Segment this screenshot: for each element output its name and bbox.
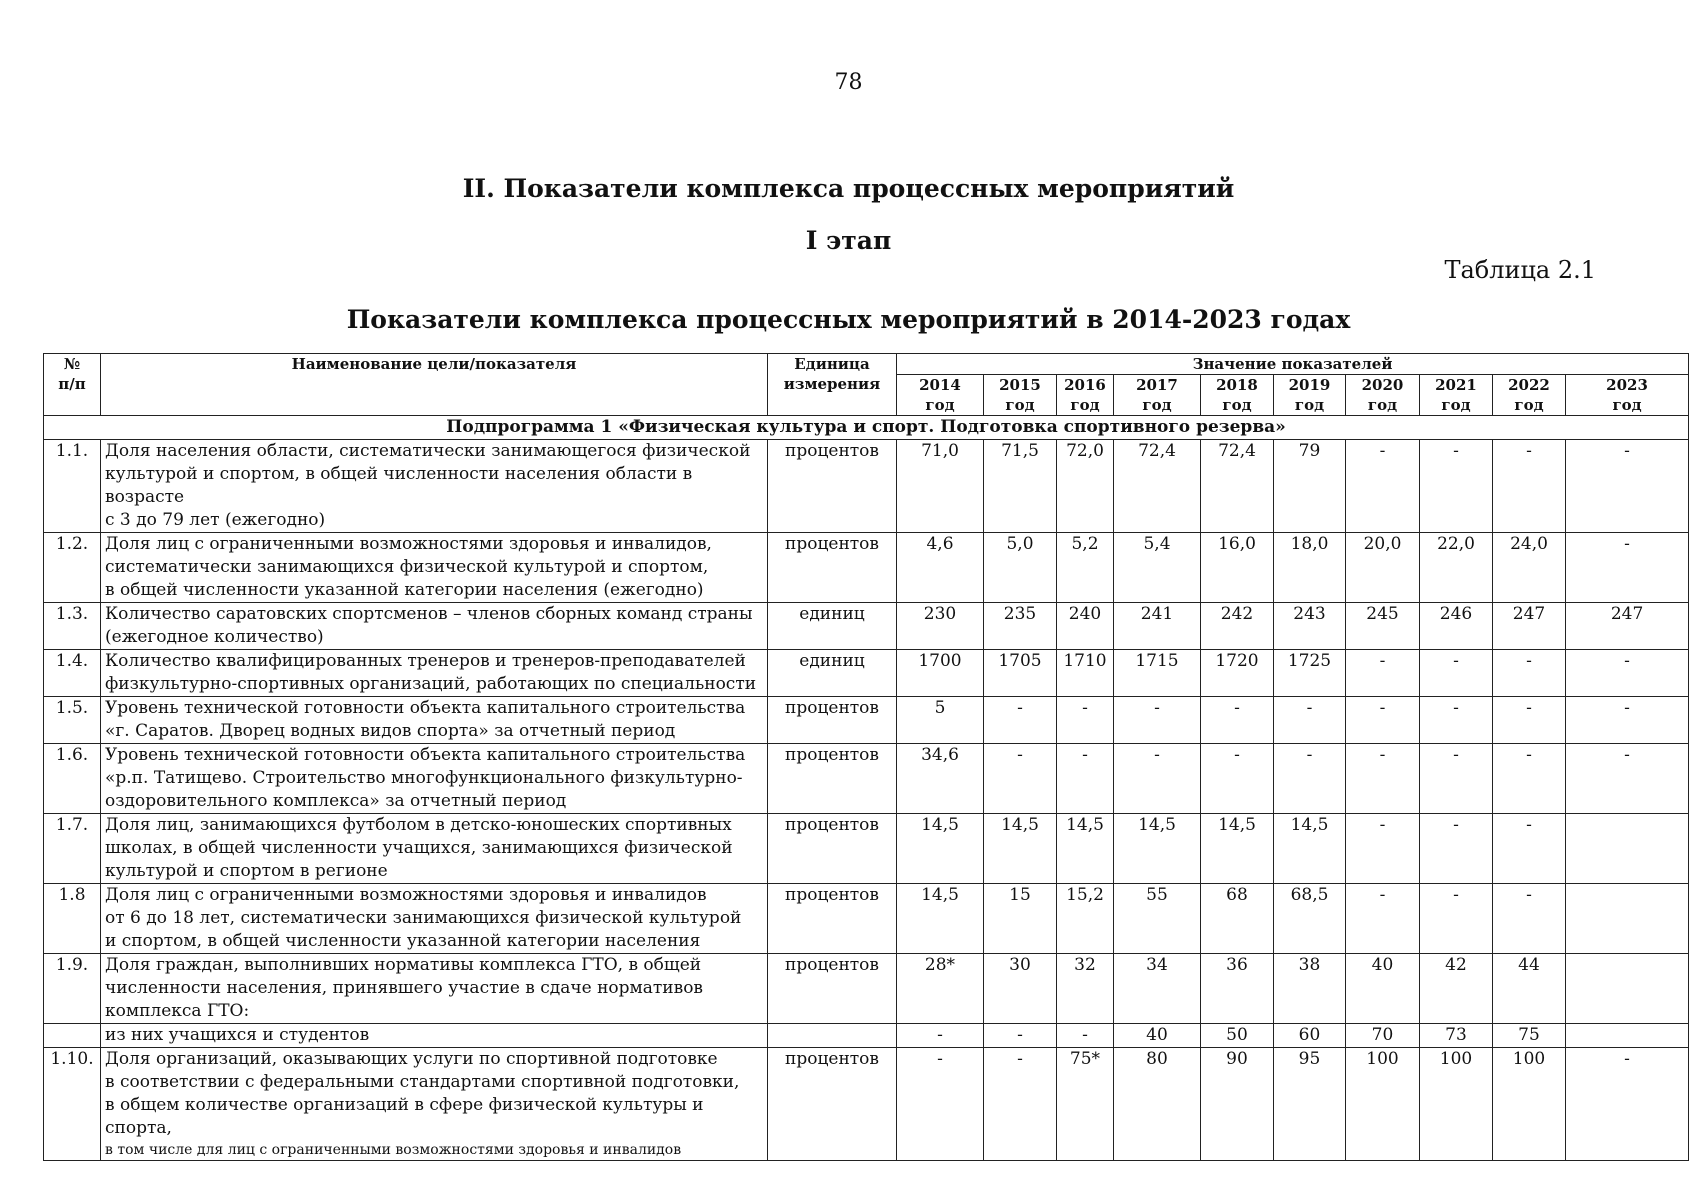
indicator-name-line: оздоровительного комплекса» за отчетный период	[105, 791, 567, 811]
table-row	[44, 603, 1689, 650]
table-row	[44, 440, 1689, 533]
header-year-suffix: год	[1005, 396, 1035, 414]
unit-of-measure: процентов	[768, 697, 897, 744]
header-num-line2: п/п	[58, 375, 86, 393]
indicator-name-line: Доля лиц с ограниченными возможностями здоровья и инвалидов,	[105, 534, 712, 554]
value-cell-2019: 14,5	[1274, 814, 1346, 884]
value-cell-2023	[1566, 1024, 1689, 1048]
indicator-name-line: «г. Саратов. Дворец водных видов спорта» за отчетный период	[105, 721, 676, 741]
value-cell-2020: 70	[1346, 1024, 1420, 1048]
value-cell-2017: 241	[1114, 603, 1201, 650]
header-year-suffix: год	[1441, 396, 1471, 414]
row-number: 1.8	[44, 884, 101, 954]
value-cell-2017: 40	[1114, 1024, 1201, 1048]
value-cell-2020: -	[1346, 697, 1420, 744]
value-cell-2023: -	[1566, 1048, 1689, 1161]
value-cell-2014: 5	[897, 697, 984, 744]
value-cell-2021: 246	[1420, 603, 1493, 650]
indicator-name-line: школах, в общей численности учащихся, занимающихся физической	[105, 838, 733, 858]
value-cell-2022: -	[1493, 650, 1566, 697]
value-cell-2017: 1715	[1114, 650, 1201, 697]
row-number: 1.2.	[44, 533, 101, 603]
row-number: 1.5.	[44, 697, 101, 744]
indicator-name-line: в общем количестве организаций в сфере физической культуры и спорта,	[105, 1095, 704, 1138]
value-cell-2017: -	[1114, 744, 1201, 814]
table-row	[44, 954, 1689, 1024]
value-cell-2015: 1705	[984, 650, 1057, 697]
header-year-number: 2016	[1064, 376, 1106, 394]
table-title: Показатели комплекса процессных мероприятий в 2014-2023 годах	[346, 305, 1351, 334]
value-cell-2022: 44	[1493, 954, 1566, 1024]
value-cell-2018: 68	[1201, 884, 1274, 954]
value-cell-2015: 15	[984, 884, 1057, 954]
value-cell-2018: 16,0	[1201, 533, 1274, 603]
indicator-name	[101, 1048, 768, 1161]
header-num-line1: №	[63, 355, 81, 373]
header-year-number: 2020	[1361, 376, 1404, 394]
value-cell-2018: -	[1201, 697, 1274, 744]
header-year-suffix: год	[1514, 396, 1544, 414]
header-year-suffix: год	[1612, 396, 1642, 414]
indicator-name	[101, 650, 768, 697]
indicator-name-line: комплекса ГТО:	[105, 1001, 250, 1021]
indicator-name	[101, 954, 768, 1024]
unit-of-measure	[768, 1024, 897, 1048]
value-cell-2021: 42	[1420, 954, 1493, 1024]
value-cell-2016: 32	[1057, 954, 1114, 1024]
header-unit	[768, 354, 897, 416]
value-cell-2021: -	[1420, 440, 1493, 533]
value-cell-2015: 235	[984, 603, 1057, 650]
value-cell-2014: 1700	[897, 650, 984, 697]
value-cell-2014: -	[897, 1048, 984, 1161]
indicator-name-line: Количество квалифицированных тренеров и тренеров-преподавателей	[105, 651, 746, 671]
value-cell-2023: -	[1566, 440, 1689, 533]
value-cell-2016: -	[1057, 1024, 1114, 1048]
indicator-name	[101, 440, 768, 533]
value-cell-2017: 14,5	[1114, 814, 1201, 884]
value-cell-2018: 14,5	[1201, 814, 1274, 884]
indicator-name-line: Уровень технической готовности объекта капитального строительства	[105, 698, 746, 718]
header-year-2014	[897, 375, 984, 416]
header-year-suffix: год	[1142, 396, 1172, 414]
value-cell-2023: -	[1566, 744, 1689, 814]
value-cell-2016: 1710	[1057, 650, 1114, 697]
value-cell-2015: 30	[984, 954, 1057, 1024]
value-cell-2020: -	[1346, 440, 1420, 533]
indicator-name-line: из них учащихся и студентов	[105, 1025, 370, 1045]
table-row	[44, 744, 1689, 814]
value-cell-2023: -	[1566, 697, 1689, 744]
unit-of-measure: единиц	[768, 603, 897, 650]
indicator-name-line: в соответствии с федеральными стандартами спортивной подготовки,	[105, 1072, 740, 1092]
header-name: Наименование цели/показателя	[101, 354, 768, 416]
indicator-name-line: с 3 до 79 лет (ежегодно)	[105, 510, 326, 530]
indicator-name-line: (ежегодное количество)	[105, 627, 324, 647]
value-cell-2017: 5,4	[1114, 533, 1201, 603]
table-row	[44, 884, 1689, 954]
header-year-2015	[984, 375, 1057, 416]
table-row	[44, 533, 1689, 603]
header-year-number: 2019	[1288, 376, 1331, 394]
header-year-number: 2021	[1435, 376, 1477, 394]
unit-of-measure: процентов	[768, 884, 897, 954]
value-cell-2016: -	[1057, 744, 1114, 814]
value-cell-2021: 22,0	[1420, 533, 1493, 603]
header-year-number: 2018	[1216, 376, 1258, 394]
unit-of-measure: процентов	[768, 954, 897, 1024]
value-cell-2017: 80	[1114, 1048, 1201, 1161]
header-values-group: Значение показателей	[897, 354, 1689, 375]
indicator-name-line: от 6 до 18 лет, систематически занимающихся физической культурой	[105, 908, 742, 928]
value-cell-2018: 72,4	[1201, 440, 1274, 533]
subprogram-row	[44, 416, 1689, 440]
value-cell-2020: 245	[1346, 603, 1420, 650]
value-cell-2023	[1566, 884, 1689, 954]
value-cell-2022: 75	[1493, 1024, 1566, 1048]
value-cell-2021: -	[1420, 744, 1493, 814]
value-cell-2015: -	[984, 744, 1057, 814]
value-cell-2020: -	[1346, 744, 1420, 814]
value-cell-2018: -	[1201, 744, 1274, 814]
subprogram-title: Подпрограмма 1 «Физическая культура и спорт. Подготовка спортивного резерва»	[44, 416, 1689, 440]
value-cell-2023	[1566, 814, 1689, 884]
row-number: 1.9.	[44, 954, 101, 1024]
stage-heading: I этап	[805, 226, 892, 255]
header-year-suffix: год	[925, 396, 955, 414]
header-row-top	[44, 354, 1689, 375]
indicator-name-line: Доля организаций, оказывающих услуги по спортивной подготовке	[105, 1049, 718, 1069]
indicator-name-line: Доля лиц с ограниченными возможностями здоровья и инвалидов	[105, 885, 707, 905]
value-cell-2022: -	[1493, 744, 1566, 814]
value-cell-2022: 100	[1493, 1048, 1566, 1161]
indicator-name	[101, 1024, 768, 1048]
value-cell-2014: 28*	[897, 954, 984, 1024]
value-cell-2016: 75*	[1057, 1048, 1114, 1161]
indicator-name-line: Уровень технической готовности объекта капитального строительства	[105, 745, 746, 765]
indicator-name	[101, 603, 768, 650]
header-year-2016	[1057, 375, 1114, 416]
indicator-name-line: Доля лиц, занимающихся футболом в детско-юношеских спортивных	[105, 815, 732, 835]
value-cell-2014: 71,0	[897, 440, 984, 533]
unit-of-measure: процентов	[768, 744, 897, 814]
header-year-number: 2017	[1136, 376, 1178, 394]
unit-of-measure: процентов	[768, 1048, 897, 1161]
indicator-name	[101, 884, 768, 954]
indicator-name-line: культурой и спортом в регионе	[105, 861, 388, 881]
value-cell-2018: 90	[1201, 1048, 1274, 1161]
value-cell-2017: -	[1114, 697, 1201, 744]
value-cell-2014: 14,5	[897, 884, 984, 954]
indicator-name-line: и спортом, в общей численности указанной категории населения	[105, 931, 701, 951]
indicator-name	[101, 744, 768, 814]
table-row	[44, 1024, 1689, 1048]
header-year-number: 2022	[1508, 376, 1550, 394]
value-cell-2020: 100	[1346, 1048, 1420, 1161]
value-cell-2019: 79	[1274, 440, 1346, 533]
unit-of-measure: процентов	[768, 533, 897, 603]
value-cell-2019: -	[1274, 744, 1346, 814]
value-cell-2018: 50	[1201, 1024, 1274, 1048]
value-cell-2019: 18,0	[1274, 533, 1346, 603]
value-cell-2016: 5,2	[1057, 533, 1114, 603]
value-cell-2014: 230	[897, 603, 984, 650]
page-number: 78	[834, 70, 863, 95]
value-cell-2015: 5,0	[984, 533, 1057, 603]
value-cell-2023	[1566, 954, 1689, 1024]
value-cell-2019: -	[1274, 697, 1346, 744]
header-num	[44, 354, 101, 416]
table-header	[44, 354, 1689, 416]
value-cell-2015: -	[984, 697, 1057, 744]
value-cell-2020: -	[1346, 650, 1420, 697]
value-cell-2019: 60	[1274, 1024, 1346, 1048]
table-row	[44, 1048, 1689, 1161]
value-cell-2021: -	[1420, 884, 1493, 954]
section-heading: II. Показатели комплекса процессных мероприятий	[462, 174, 1235, 203]
value-cell-2018: 1720	[1201, 650, 1274, 697]
value-cell-2022: -	[1493, 884, 1566, 954]
value-cell-2018: 242	[1201, 603, 1274, 650]
value-cell-2019: 38	[1274, 954, 1346, 1024]
value-cell-2016: -	[1057, 697, 1114, 744]
indicator-name-line: «р.п. Татищево. Строительство многофункционального физкультурно-	[105, 768, 743, 788]
value-cell-2022: -	[1493, 814, 1566, 884]
indicator-name	[101, 697, 768, 744]
header-year-2023	[1566, 375, 1689, 416]
header-year-2019	[1274, 375, 1346, 416]
value-cell-2023: -	[1566, 650, 1689, 697]
value-cell-2019: 243	[1274, 603, 1346, 650]
row-number: 1.10.	[44, 1048, 101, 1161]
value-cell-2020: -	[1346, 814, 1420, 884]
value-cell-2022: -	[1493, 697, 1566, 744]
header-year-number: 2015	[999, 376, 1041, 394]
value-cell-2014: -	[897, 1024, 984, 1048]
indicator-name	[101, 533, 768, 603]
value-cell-2021: -	[1420, 650, 1493, 697]
value-cell-2018: 36	[1201, 954, 1274, 1024]
table-label: Таблица 2.1	[1444, 256, 1596, 284]
value-cell-2020: -	[1346, 884, 1420, 954]
value-cell-2021: 100	[1420, 1048, 1493, 1161]
value-cell-2016: 72,0	[1057, 440, 1114, 533]
indicator-name	[101, 814, 768, 884]
value-cell-2020: 40	[1346, 954, 1420, 1024]
value-cell-2019: 95	[1274, 1048, 1346, 1161]
value-cell-2017: 34	[1114, 954, 1201, 1024]
value-cell-2017: 72,4	[1114, 440, 1201, 533]
indicator-name-line: Количество саратовских спортсменов – членов сборных команд страны	[105, 604, 753, 624]
value-cell-2022: 24,0	[1493, 533, 1566, 603]
row-number: 1.3.	[44, 603, 101, 650]
value-cell-2021: -	[1420, 814, 1493, 884]
value-cell-2014: 4,6	[897, 533, 984, 603]
header-year-2020	[1346, 375, 1420, 416]
header-year-number: 2023	[1606, 376, 1648, 394]
value-cell-2017: 55	[1114, 884, 1201, 954]
value-cell-2016: 15,2	[1057, 884, 1114, 954]
indicator-name-line: численности населения, принявшего участие в сдаче нормативов	[105, 978, 704, 998]
value-cell-2016: 14,5	[1057, 814, 1114, 884]
indicator-name-line: в том числе для лиц с ограниченными возможностями здоровья и инвалидов	[105, 1142, 682, 1158]
table-row	[44, 697, 1689, 744]
header-year-2021	[1420, 375, 1493, 416]
header-year-2017	[1114, 375, 1201, 416]
value-cell-2015: 71,5	[984, 440, 1057, 533]
header-year-suffix: год	[1222, 396, 1252, 414]
unit-of-measure: процентов	[768, 440, 897, 533]
header-year-number: 2014	[919, 376, 961, 394]
indicator-name-line: культурой и спортом, в общей численности населения области в возрасте	[105, 464, 693, 507]
value-cell-2022: -	[1493, 440, 1566, 533]
indicator-name-line: Доля населения области, систематически занимающегося физической	[105, 441, 751, 461]
value-cell-2015: -	[984, 1048, 1057, 1161]
row-number: 1.7.	[44, 814, 101, 884]
header-year-suffix: год	[1070, 396, 1100, 414]
header-unit-line2: измерения	[783, 375, 881, 393]
row-number	[44, 1024, 101, 1048]
indicator-name-line: Доля граждан, выполнивших нормативы комплекса ГТО, в общей	[105, 955, 702, 975]
value-cell-2019: 68,5	[1274, 884, 1346, 954]
value-cell-2021: -	[1420, 697, 1493, 744]
indicator-name-line: физкультурно-спортивных организаций, работающих по специальности	[105, 674, 757, 694]
unit-of-measure: процентов	[768, 814, 897, 884]
value-cell-2021: 73	[1420, 1024, 1493, 1048]
value-cell-2020: 20,0	[1346, 533, 1420, 603]
indicator-name-line: систематически занимающихся физической культурой и спортом,	[105, 557, 709, 577]
unit-of-measure: единиц	[768, 650, 897, 697]
table-row	[44, 814, 1689, 884]
value-cell-2022: 247	[1493, 603, 1566, 650]
indicator-name-line: в общей численности указанной категории населения (ежегодно)	[105, 580, 704, 600]
value-cell-2016: 240	[1057, 603, 1114, 650]
header-year-2022	[1493, 375, 1566, 416]
table-body	[44, 416, 1689, 1161]
value-cell-2023: -	[1566, 533, 1689, 603]
header-year-suffix: год	[1294, 396, 1325, 414]
value-cell-2019: 1725	[1274, 650, 1346, 697]
table-row	[44, 650, 1689, 697]
indicators-table	[43, 353, 1689, 1161]
row-number: 1.6.	[44, 744, 101, 814]
value-cell-2023: 247	[1566, 603, 1689, 650]
value-cell-2014: 34,6	[897, 744, 984, 814]
row-number: 1.4.	[44, 650, 101, 697]
row-number: 1.1.	[44, 440, 101, 533]
value-cell-2015: 14,5	[984, 814, 1057, 884]
value-cell-2015: -	[984, 1024, 1057, 1048]
header-year-2018	[1201, 375, 1274, 416]
value-cell-2014: 14,5	[897, 814, 984, 884]
header-unit-line1: Единица	[794, 355, 870, 373]
header-year-suffix: год	[1367, 396, 1398, 414]
